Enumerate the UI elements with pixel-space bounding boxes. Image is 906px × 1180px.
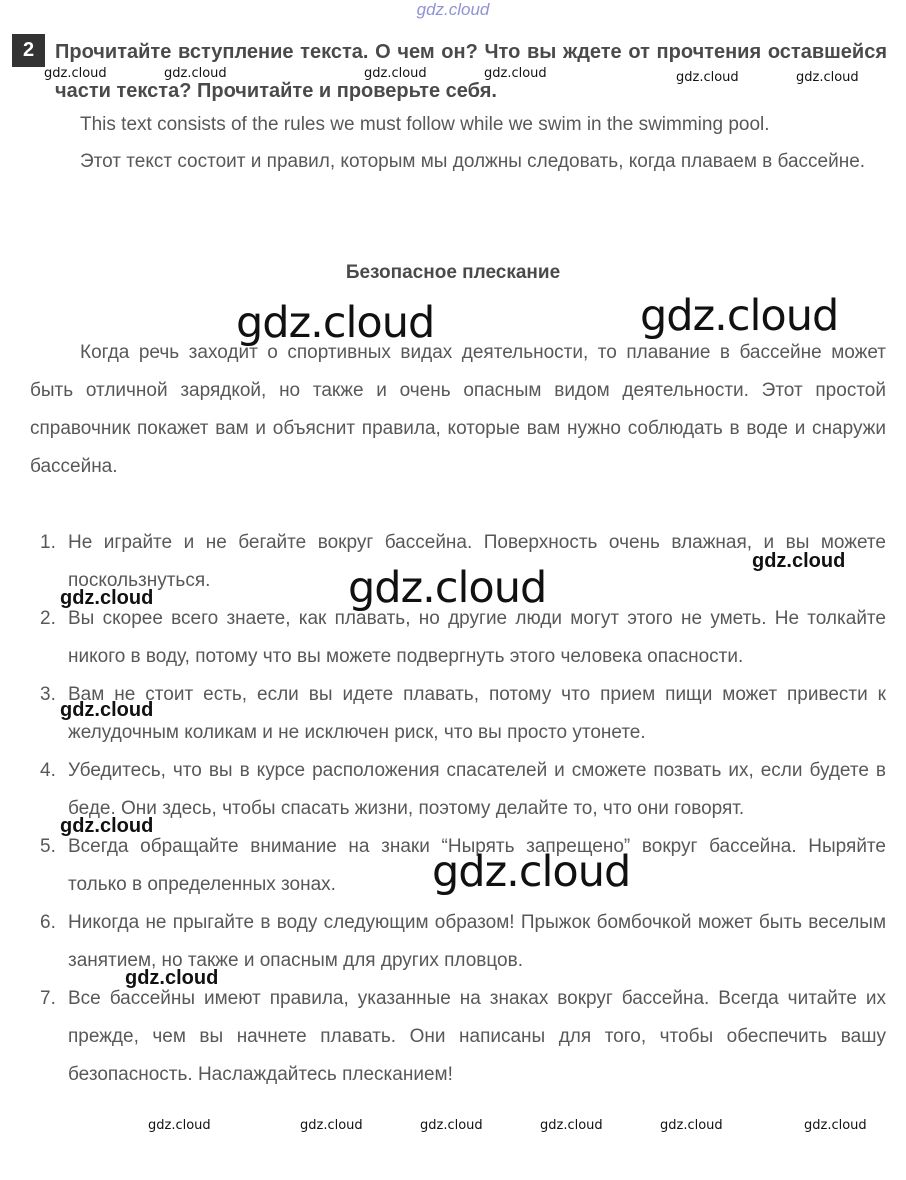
watermark: gdz.cloud	[164, 66, 227, 81]
watermark: gdz.cloud	[432, 847, 631, 897]
rule-number: 7.	[40, 988, 56, 1009]
rule-item	[40, 980, 886, 1094]
watermark: gdz.cloud	[60, 699, 154, 721]
watermark: gdz.cloud	[60, 587, 154, 609]
watermark: gdz.cloud	[148, 1118, 211, 1133]
intro-english: This text consists of the rules we must follow while we swim in the swimming pool.	[80, 114, 770, 135]
watermark: gdz.cloud	[660, 1118, 723, 1133]
article-intro: Когда речь заходит о спортивных видах деятельности, то плавание в бассейне может быть отличной зарядкой, но также и очень опасным видом деятельности. Этот простой справочник покажет вам и объяснит правила, которые вам нужно соблюдать в воде и снаружи бассейна.	[30, 342, 886, 477]
watermark: gdz.cloud	[125, 967, 219, 989]
watermark: gdz.cloud	[236, 298, 435, 348]
watermark: gdz.cloud	[348, 563, 547, 613]
rule-number: 6.	[40, 912, 56, 933]
watermark: gdz.cloud	[60, 815, 154, 837]
watermark: gdz.cloud	[540, 1118, 603, 1133]
watermark: gdz.cloud	[300, 1118, 363, 1133]
rule-text: Убедитесь, что вы в курсе расположения спасателей и сможете позвать их, если будете в беде. Они здесь, чтобы спасать жизни, поэтому делайте то, что они говорят.	[68, 760, 886, 819]
watermark: gdz.cloud	[364, 66, 427, 81]
watermark-top: gdz.cloud	[416, 0, 490, 19]
watermark: gdz.cloud	[804, 1118, 867, 1133]
watermark: gdz.cloud	[484, 66, 547, 81]
watermark: gdz.cloud	[796, 70, 859, 85]
rule-item	[40, 752, 886, 828]
rule-text: Вы скорее всего знаете, как плавать, но другие люди могут этого не уметь. Не толкайте никого в воду, потому что вы можете подвергнуть этого человека опасности.	[68, 608, 886, 667]
intro-russian: Этот текст состоит и правил, которым мы должны следовать, когда плаваем в бассейне.	[80, 151, 866, 172]
rule-number: 4.	[40, 760, 56, 781]
article-title: Безопасное плескание	[345, 262, 561, 283]
watermark: gdz.cloud	[420, 1118, 483, 1133]
rule-number: 5.	[40, 836, 56, 857]
watermark: gdz.cloud	[752, 550, 846, 572]
rule-number: 1.	[40, 532, 56, 553]
task-instruction: Прочитайте вступление текста. О чем он? Что вы ждете от прочтения оставшейся части текста? Прочитайте и проверьте себя.	[55, 41, 887, 102]
rule-text: Не играйте и не бегайте вокруг бассейна. Поверхность очень влажная, и вы можете поскользнуться.	[68, 532, 886, 591]
rule-text: Все бассейны имеют правила, указанные на знаках вокруг бассейна. Всегда читайте их прежде, чем вы начнете плавать. Они написаны для того, чтобы обеспечить вашу безопасность. Наслаждайтесь плесканием!	[68, 988, 886, 1085]
rule-item	[40, 676, 886, 752]
rule-text: Всегда обращайте внимание на знаки “Нырять запрещено” вокруг бассейна. Ныряйте только в определенных зонах.	[68, 836, 886, 895]
rule-text: Никогда не прыгайте в воду следующим образом! Прыжок бомбочкой может быть веселым занятием, но также и опасным для других пловцов.	[68, 912, 886, 971]
rule-number: 2.	[40, 608, 56, 629]
watermark: gdz.cloud	[676, 70, 739, 85]
rule-text: Вам не стоит есть, если вы идете плавать, потому что прием пищи может привести к желудочным коликам и не исключен риск, что вы просто утонете.	[68, 684, 886, 743]
watermark: gdz.cloud	[640, 291, 839, 341]
watermark: gdz.cloud	[44, 66, 107, 81]
task-number-badge: 2	[12, 34, 45, 67]
rule-number: 3.	[40, 684, 56, 705]
